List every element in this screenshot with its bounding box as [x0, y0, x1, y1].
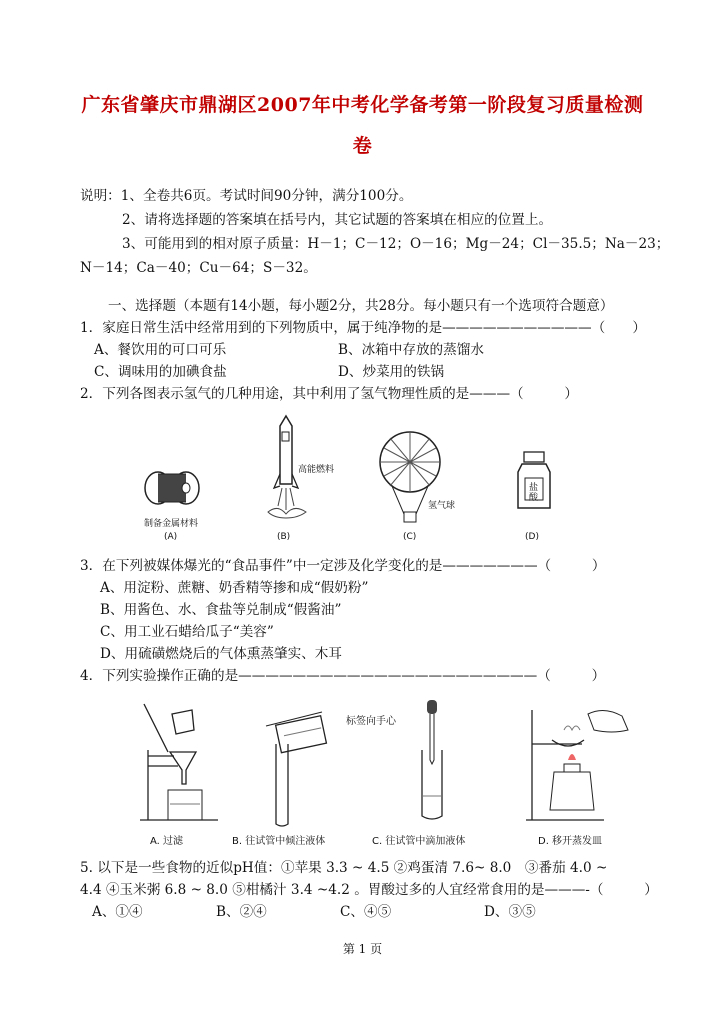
figure-c-label: 氢气球 — [428, 501, 456, 511]
figure-c-caption: (C) — [403, 532, 417, 542]
question-3-option-b: B、用酱色、水、食盐等兑制成“假酱油” — [100, 602, 342, 618]
note-2: 2、请将选择题的答案填在括号内，其它试题的答案填在相应的位置上。 — [122, 212, 553, 228]
bottle-label-1: 盐 — [529, 483, 539, 493]
question-1-stem: 1．家庭日常生活中经常用到的下列物质中，属于纯净物的是———————————（ ） — [80, 320, 646, 336]
question-5-option-c: C、④⑤ — [340, 904, 392, 920]
balloon-figure — [378, 430, 448, 530]
label-to-palm: 标签向手心 — [346, 716, 396, 727]
question-1-option-a: A、餐饮用的可口可乐 — [94, 342, 227, 358]
figure-b-label: 高能燃料 — [298, 465, 335, 475]
question-3-option-c: C、用工业石蜡给瓜子“美容” — [100, 624, 274, 640]
figure-4b-caption: B. 往试管中倾注液体 — [232, 836, 326, 847]
question-2-stem: 2．下列各图表示氢气的几种用途，其中利用了氢气物理性质的是———（ ） — [80, 386, 579, 402]
figure-4d-caption: D. 移开蒸发皿 — [538, 836, 603, 847]
question-3-option-d: D、用硫磺燃烧后的气体熏蒸肇实、木耳 — [100, 646, 342, 662]
evaporation-figure — [524, 700, 634, 825]
figure-b-caption: (B) — [277, 532, 291, 542]
question-3-option-a: A、用淀粉、蔗糖、奶香精等掺和成“假奶粉” — [100, 580, 369, 596]
figure-d-caption: (D) — [525, 532, 539, 542]
question-5-option-b: B、②④ — [216, 904, 267, 920]
question-1-option-d: D、炒菜用的铁锅 — [338, 364, 445, 380]
question-5-stem-1: 5. 以下是一些食物的近似pH值：①苹果 3.3 ~ 4.5 ②鸡蛋清 7.6~ 8.0 ③番茄 4.0 ~ — [80, 860, 608, 876]
bottle-label-2: 酸 — [529, 493, 539, 503]
figure-a-label: 制备金属材料 — [144, 519, 199, 529]
filtration-figure — [134, 700, 224, 825]
figure-4c-caption: C. 往试管中滴加液体 — [372, 836, 466, 847]
page-number: 第 1 页 — [342, 942, 383, 956]
figure-a-caption: (A) — [164, 532, 178, 542]
note-4: N－14；Ca－40；Cu－64；S－32。 — [80, 260, 317, 276]
section-heading: 一、选择题（本题有14小题，每小题2分，共28分。每小题只有一个选项符合题意） — [108, 298, 614, 314]
question-4-stem: 4．下列实验操作正确的是——————————————————————（ ） — [80, 668, 606, 684]
figure-4a-caption: A. 过滤 — [150, 836, 184, 847]
question-5-option-a: A、①④ — [92, 904, 143, 920]
exam-title-continued: 卷 — [352, 135, 373, 157]
question-3-stem: 3．在下列被媒体爆光的“食品事件”中一定涉及化学变化的是———————（ ） — [80, 558, 606, 574]
question-1-option-c: C、调味用的加碘食盐 — [94, 364, 227, 380]
question-1-option-b: B、冰箱中存放的蒸馏水 — [338, 342, 484, 358]
exam-title: 广东省肇庆市鼎湖区2007年中考化学备考第一阶段复习质量检测 — [81, 94, 644, 116]
question-5-option-d: D、③⑤ — [484, 904, 536, 920]
pouring-figure — [262, 708, 352, 826]
note-3: 3、可能用到的相对原子质量：H－1；C－12；O－16；Mg－24；Cl－35.5；Na－23； — [122, 236, 670, 252]
question-5-stem-2: 4.4 ④玉米粥 6.8 ~ 8.0 ⑤柑橘汁 3.4 ~4.2 。胃酸过多的人宜经常食用的是———-（ ） — [80, 882, 658, 898]
note-1: 说明：1、全卷共6页。考试时间90分钟，满分100分。 — [80, 188, 413, 204]
dropper-figure — [412, 700, 452, 825]
